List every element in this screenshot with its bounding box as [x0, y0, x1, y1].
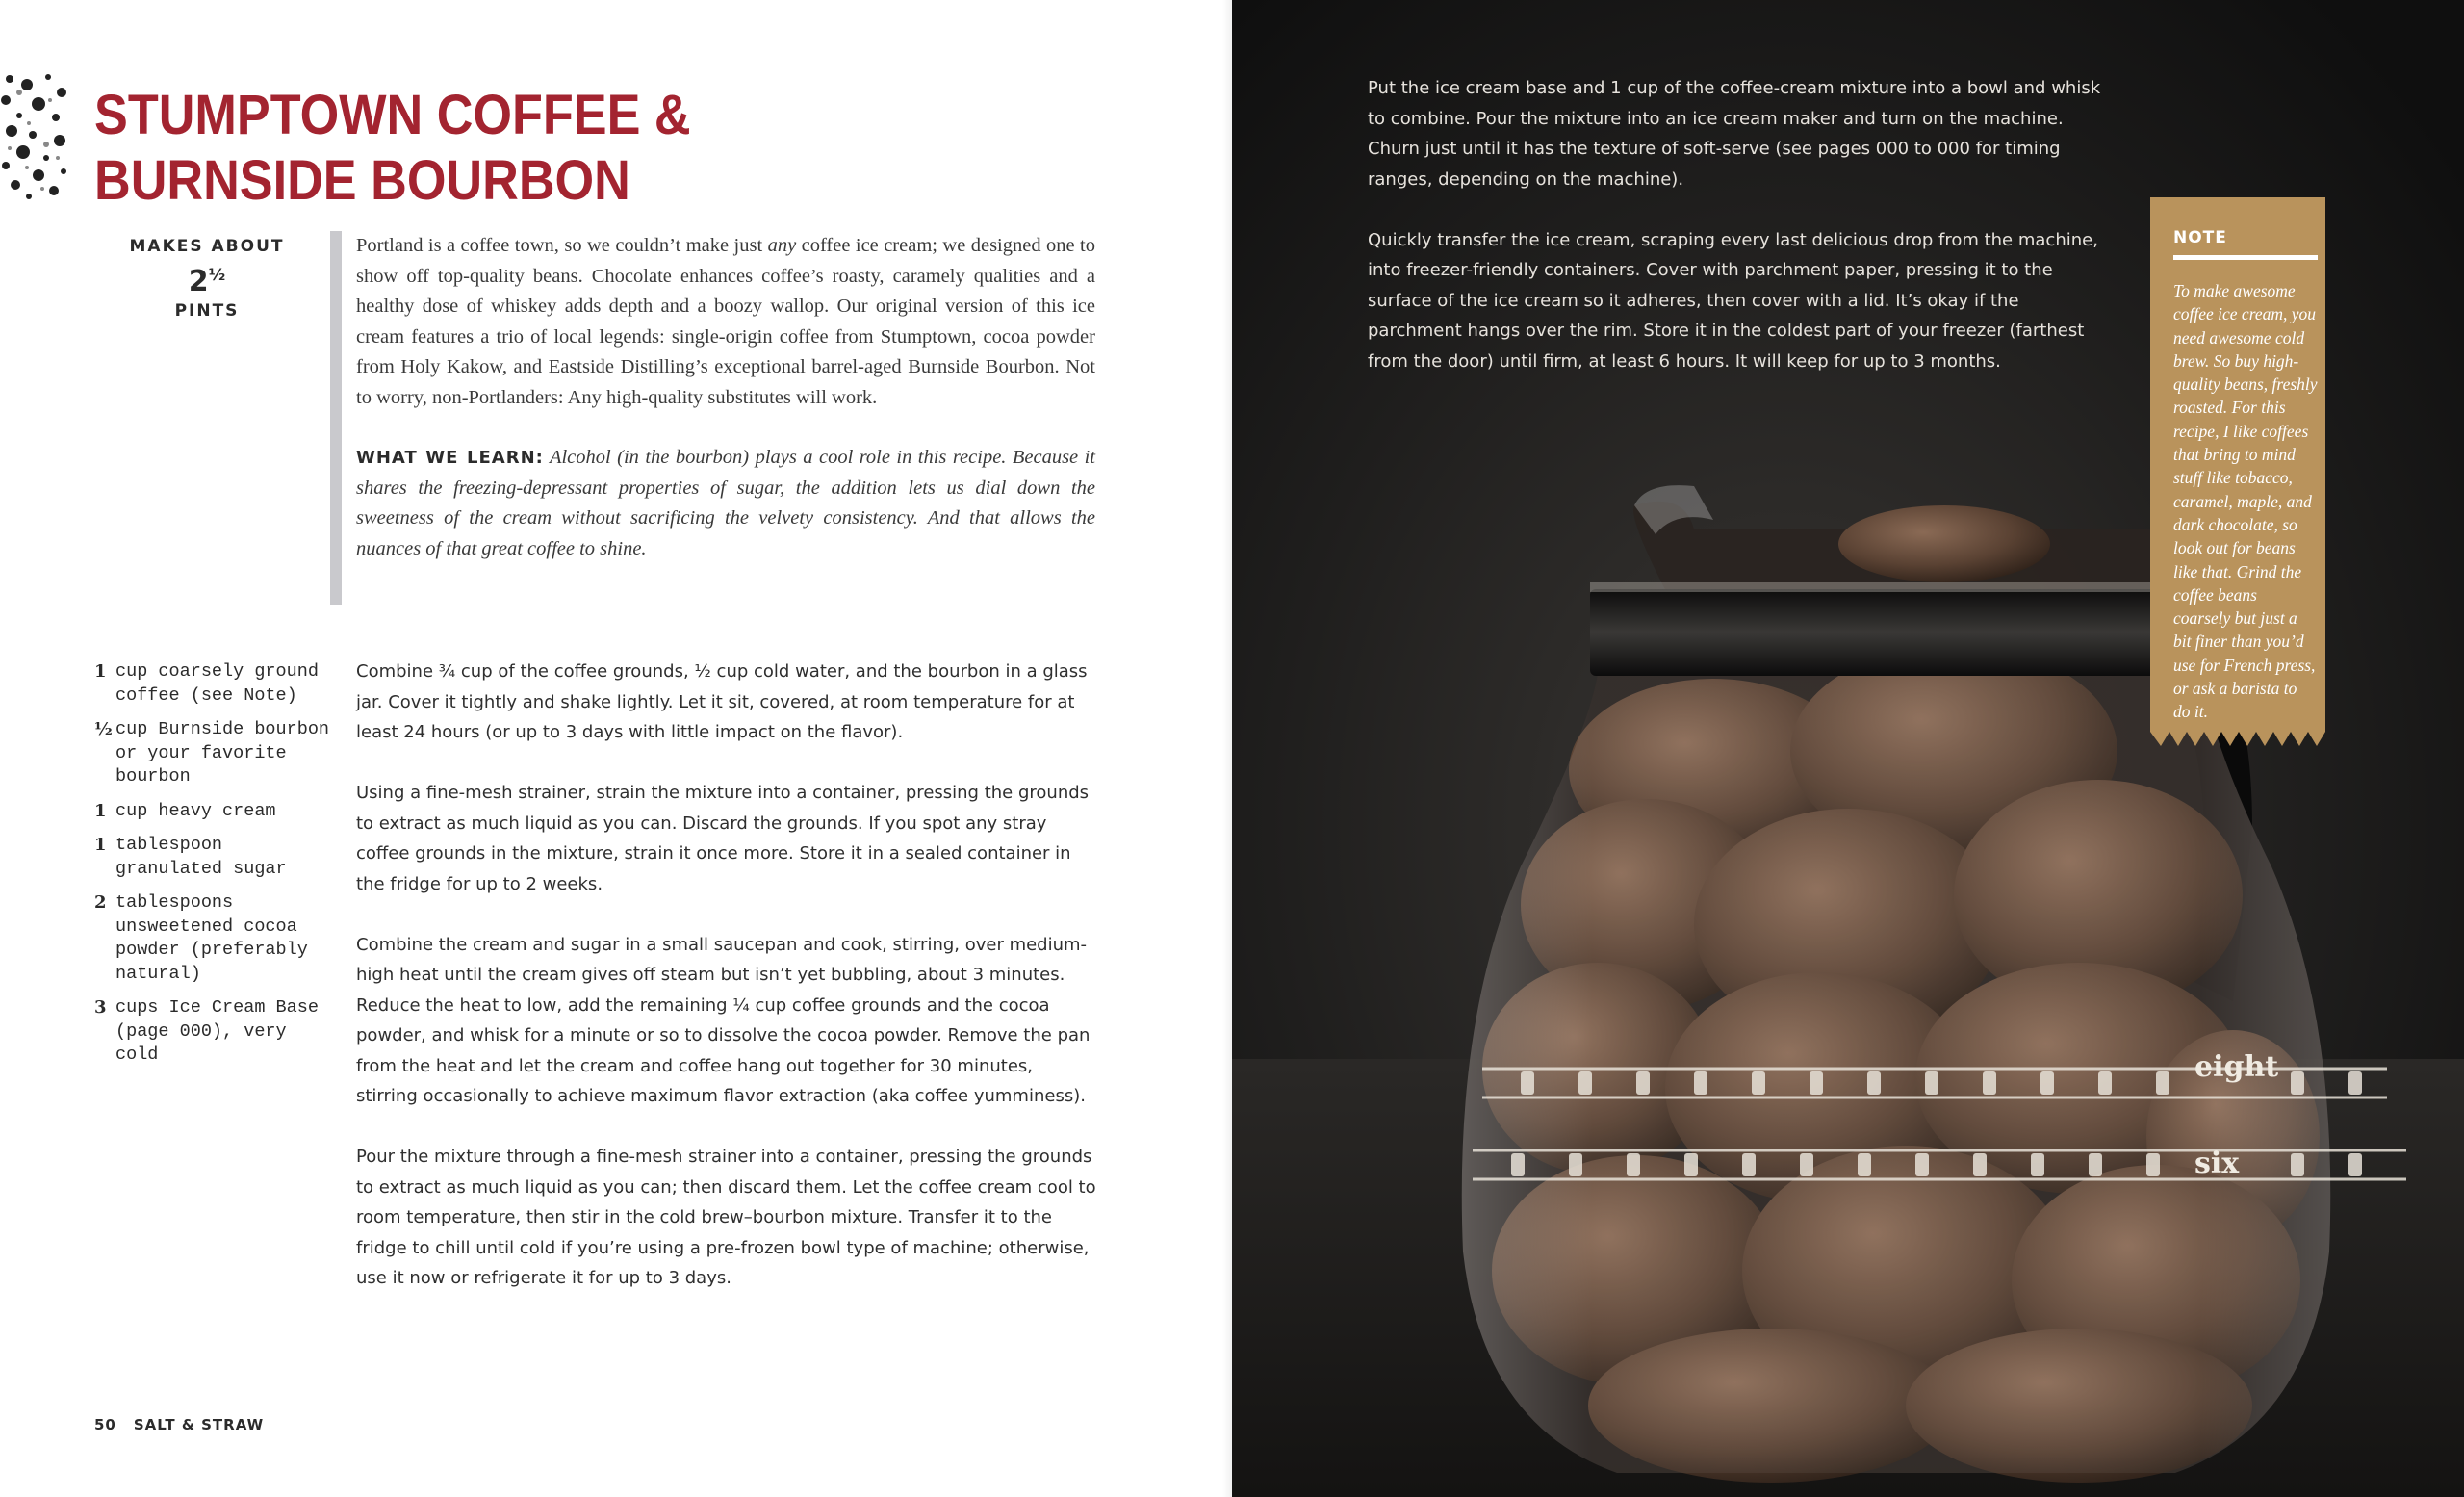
method-step: Quickly transfer the ice cream, scraping every last delicious drop from the machine, into freezer-friendly containers. Cover with parchment paper, pressing it to the surface of the ice cream so it adheres, then cover with a lid. It’s okay if the parchment hangs over the rim. Store it in the coldest part of your freezer (farthest from the door) until firm, at least 6 hours. It will keep for up to 3 months.	[1368, 229, 2098, 372]
note-title: NOTE	[2173, 228, 2227, 247]
intro-paragraph	[356, 231, 1095, 413]
method-steps-left	[356, 657, 1097, 1324]
method-step: Using a fine-mesh strainer, strain the mixture into a container, pressing the grounds to extract as much liquid as you can. Discard the grounds. If you spot any stray coffee grounds in the mixture, strain it once more. Store it in a sealed container in the fridge for up to 2 weeks.	[356, 783, 1090, 894]
page-number: 50	[94, 1416, 116, 1433]
intro-accent-bar	[330, 231, 342, 605]
intro-text-after: coffee ice cream; we designed one to show off top-quality beans. Chocolate enhances coffee’s roasty, caramely qualities and a healthy dose of whiskey adds depth and a boozy wallop. Our original version of this ice cream features a trio of local legends: single-origin coffee from Stumptown, cocoa powder from Holy Kakow, and Eastside Distilling’s exceptional barrel-aged Burnside Bourbon. Not to worry, non-Portlanders: Any high-quality substitutes will work.	[356, 235, 1095, 408]
ingredient-text: cup coarsely ground coffee (see Note)	[116, 661, 319, 706]
what-we-learn	[356, 443, 1095, 564]
method-step: Combine the cream and sugar in a small saucepan and cook, stirring, over medium-high heat until the cream gives off steam but isn’t yet bubbling, about 3 minutes. Reduce the heat to low, add the remaining ¼ cup coffee grounds and the cocoa powder, and whisk for a minute or so to dissolve the cocoa powder. Remove the pan from the heat and let the cream and coffee hang out together for 30 minutes, stirring occasionally to achieve maximum flavor extraction (aka coffee yumminess).	[356, 934, 1091, 1106]
ingredient-qty: 1	[94, 800, 107, 821]
page-gutter	[1222, 0, 1232, 1497]
ingredient-text: cup Burnside bourbon or your favorite bourbon	[116, 719, 330, 787]
what-we-learn-text: Alcohol (in the bourbon) plays a cool role in this recipe. Because it shares the freezing-depressant properties of sugar, the addition lets us dial down the sweetness of the cream without sacrificing the velvety consistency. And that allows the nuances of that great coffee to shine.	[356, 447, 1095, 559]
method-step: Pour the mixture through a fine-mesh strainer into a container, pressing the grounds to extract as much liquid as you can; then discard them. Let the coffee cream cool to room temperature, then stir in the cold brew–bourbon mixture. Transfer it to the fridge to chill until cold if you’re using a pre-frozen bowl type of machine; otherwise, use it now or refrigerate it for up to 3 days.	[356, 1147, 1096, 1288]
method-step: Put the ice cream base and 1 cup of the coffee-cream mixture into a bowl and whisk to combine. Pour the mixture into an ice cream maker and turn on the machine. Churn just until it has the texture of soft-serve (see pages 000 to 000 for timing ranges, depending on the machine).	[1368, 78, 2101, 190]
ingredient-qty: ½	[94, 719, 113, 739]
carafe-mark-six: six	[2194, 1147, 2240, 1180]
ingredient-text: tablespoon granulated sugar	[116, 835, 287, 879]
note-rule	[2173, 255, 2318, 260]
recipe-title-line-1: STUMPTOWN COFFEE &	[94, 84, 691, 146]
right-page	[1232, 0, 2464, 1497]
ingredient-item	[94, 891, 335, 986]
ingredient-text: tablespoons unsweetened cocoa powder (preferably natural)	[116, 892, 308, 984]
note-sidebar	[2150, 197, 2325, 746]
ingredient-item	[94, 718, 335, 789]
recipe-title-line-2: BURNSIDE BOURBON	[94, 149, 630, 212]
yield-label-top: MAKES ABOUT	[129, 237, 285, 256]
ingredient-item	[94, 996, 335, 1068]
yield-amount	[125, 256, 289, 301]
ingredient-item	[94, 800, 335, 824]
yield-label-bottom: PINTS	[174, 301, 240, 321]
yield-amount-whole: 2	[188, 265, 209, 298]
ingredient-qty: 1	[94, 835, 107, 855]
book-title: SALT & STRAW	[133, 1416, 265, 1433]
method-steps-right	[1368, 73, 2109, 407]
page-footer	[94, 1416, 264, 1433]
ingredient-text: cup heavy cream	[116, 800, 276, 821]
ingredient-qty: 1	[94, 661, 107, 682]
yield-amount-fraction: ½	[208, 266, 226, 285]
yield-box	[125, 237, 289, 321]
carafe-mark-eight: eight	[2194, 1050, 2279, 1084]
note-text: To make awesome coffee ice cream, you need awesome cold brew. So buy high-quality beans, freshly roasted. For this recipe, I like coffees that bring to mind stuff like tobacco, caramel, maple, and dark chocolate, so look out for beans like that. Grind the coffee beans coarsely but just a bit finer than you’d use for French press, or ask a barista to do it.	[2173, 281, 2318, 722]
ingredient-text: cups Ice Cream Base (page 000), very cold	[116, 997, 319, 1065]
ingredient-item	[94, 834, 335, 881]
ingredient-qty: 3	[94, 997, 107, 1018]
ingredient-qty: 2	[94, 892, 107, 913]
intro-text-before: Portland is a coffee town, so we couldn’t make just	[356, 235, 768, 256]
intro-block	[356, 231, 1095, 564]
carafe-metal-band	[1590, 589, 2198, 676]
what-we-learn-label: WHAT WE LEARN:	[356, 448, 544, 468]
ingredient-item	[94, 660, 335, 708]
intro-emphasis: any	[767, 235, 797, 256]
ingredient-list	[94, 660, 335, 1078]
recipe-title	[94, 83, 701, 214]
method-step: Combine ¾ cup of the coffee grounds, ½ cup cold water, and the bourbon in a glass jar. Cover it tightly and shake lightly. Let it sit, covered, at room temperature for at least 24 hours (or up to 3 days with little impact on the flavor).	[356, 661, 1088, 742]
speckle-ornament	[0, 71, 71, 202]
carafe-rim	[1590, 582, 2198, 592]
